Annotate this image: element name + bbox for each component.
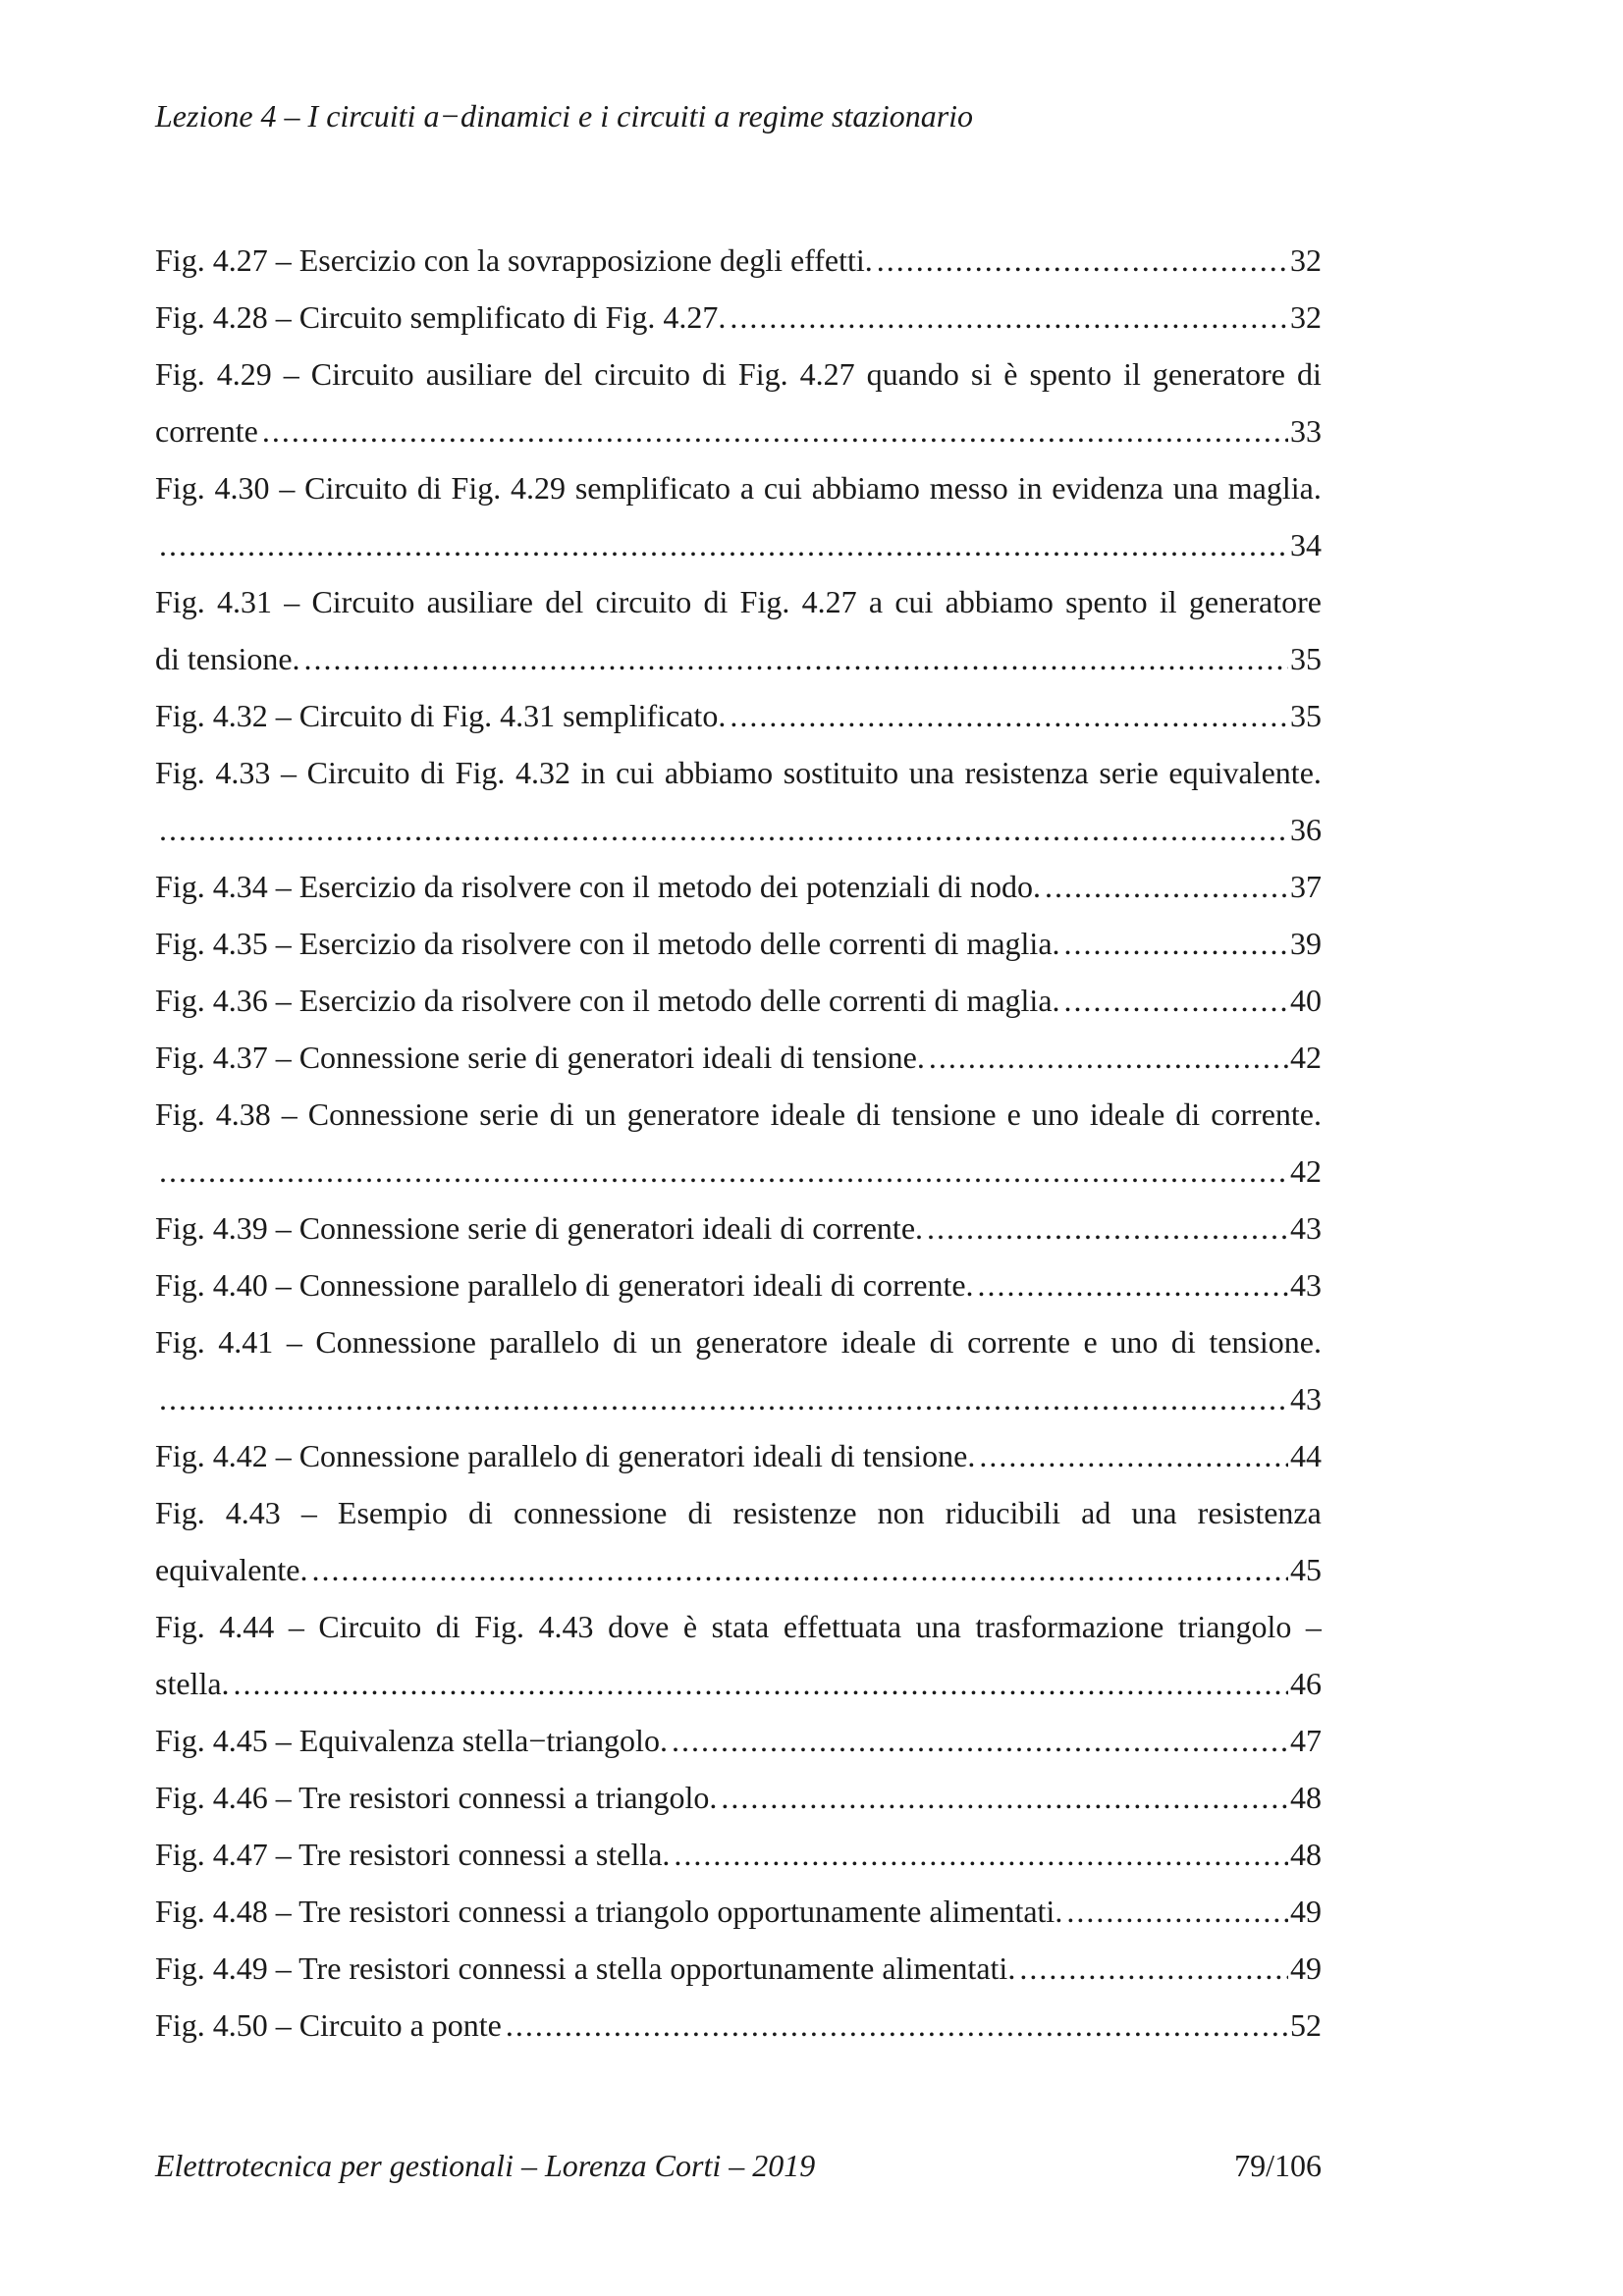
dot-leader bbox=[1045, 858, 1288, 915]
toc-entry-text: Fig. 4.33 – Circuito di Fig. 4.32 in cui abbiamo sostituito una resistenza serie equivalente. bbox=[155, 755, 1322, 790]
toc-entry-line[interactable] bbox=[155, 972, 1322, 1029]
toc-entry-line[interactable] bbox=[155, 801, 1322, 858]
toc-page-number: 47 bbox=[1290, 1723, 1322, 1758]
toc-entry-line[interactable] bbox=[155, 402, 1322, 459]
dot-leader bbox=[929, 1029, 1288, 1086]
toc-entry-line[interactable] bbox=[155, 232, 1322, 289]
toc-entry-text: Fig. 4.40 – Connessione parallelo di generatori ideali di corrente. bbox=[155, 1267, 974, 1303]
toc-page-number: 45 bbox=[1290, 1552, 1322, 1587]
toc-entry-text: Fig. 4.41 – Connessione parallelo di un generatore ideale di corrente e uno di tensione. bbox=[155, 1324, 1322, 1360]
toc-entry-text: Fig. 4.42 – Connessione parallelo di generatori ideali di tensione. bbox=[155, 1438, 976, 1473]
dot-leader bbox=[1019, 1940, 1288, 1997]
dot-leader bbox=[159, 801, 1288, 858]
toc-page-number: 35 bbox=[1290, 641, 1322, 676]
dot-leader bbox=[159, 516, 1288, 573]
toc-entry-line[interactable] bbox=[155, 516, 1322, 573]
dot-leader bbox=[159, 1143, 1288, 1200]
toc-entry-text: Fig. 4.28 – Circuito semplificato di Fig. 4.27. bbox=[155, 299, 727, 335]
dot-leader bbox=[978, 1256, 1288, 1313]
dot-leader bbox=[506, 1997, 1288, 2054]
dot-leader bbox=[672, 1712, 1288, 1769]
toc-entry-text: Fig. 4.29 – Circuito ausiliare del circuito di Fig. 4.27 quando si è spento il generatore di bbox=[155, 356, 1322, 392]
toc-entry-text: Fig. 4.36 – Esercizio da risolvere con il metodo delle correnti di maglia. bbox=[155, 983, 1060, 1018]
dot-leader bbox=[730, 687, 1288, 744]
toc-entry-line[interactable] bbox=[155, 687, 1322, 744]
toc-entry-line[interactable] bbox=[155, 1940, 1322, 1997]
toc-page-number: 43 bbox=[1290, 1381, 1322, 1416]
toc-entry-line[interactable] bbox=[155, 630, 1322, 687]
toc-entry-text: Fig. 4.34 – Esercizio da risolvere con il metodo dei potenziali di nodo. bbox=[155, 869, 1042, 904]
dot-leader bbox=[730, 289, 1288, 346]
toc-entry-line[interactable] bbox=[155, 1883, 1322, 1940]
toc-page-number: 43 bbox=[1290, 1210, 1322, 1246]
toc-entry-line[interactable] bbox=[155, 1997, 1322, 2054]
toc-entry-line[interactable] bbox=[155, 1427, 1322, 1484]
toc-entry-text: equivalente. bbox=[155, 1552, 308, 1587]
toc-entry-text: Fig. 4.37 – Connessione serie di generatori ideali di tensione. bbox=[155, 1040, 925, 1075]
toc-entry-line[interactable] bbox=[155, 1484, 1322, 1541]
toc-page-number: 32 bbox=[1290, 299, 1322, 335]
dot-leader bbox=[1064, 915, 1288, 972]
toc-entry-text: Fig. 4.45 – Equivalenza stella−triangolo. bbox=[155, 1723, 668, 1758]
dot-leader bbox=[877, 232, 1288, 289]
list-of-figures bbox=[155, 232, 1322, 2054]
toc-page-number: 37 bbox=[1290, 869, 1322, 904]
dot-leader bbox=[234, 1655, 1288, 1712]
toc-entry-text: Fig. 4.38 – Connessione serie di un generatore ideale di tensione e uno ideale di corrente. bbox=[155, 1096, 1322, 1132]
toc-page-number: 36 bbox=[1290, 812, 1322, 847]
toc-page-number: 32 bbox=[1290, 242, 1322, 278]
toc-entry-line[interactable] bbox=[155, 1826, 1322, 1883]
dot-leader bbox=[262, 402, 1288, 459]
toc-entry-text: Fig. 4.46 – Tre resistori connessi a triangolo. bbox=[155, 1780, 718, 1815]
dot-leader bbox=[927, 1200, 1288, 1256]
toc-entry-line[interactable] bbox=[155, 1655, 1322, 1712]
toc-entry-text: Fig. 4.48 – Tre resistori connessi a triangolo opportunamente alimentati. bbox=[155, 1894, 1063, 1929]
dot-leader bbox=[1066, 1883, 1288, 1940]
toc-entry-line[interactable] bbox=[155, 1313, 1322, 1370]
dot-leader bbox=[674, 1826, 1288, 1883]
toc-entry-text: Fig. 4.43 – Esempio di connessione di resistenze non riducibili ad una resistenza bbox=[155, 1495, 1322, 1530]
toc-entry-line[interactable] bbox=[155, 1598, 1322, 1655]
dot-leader bbox=[721, 1769, 1288, 1826]
toc-entry-line[interactable] bbox=[155, 573, 1322, 630]
toc-entry-text: stella. bbox=[155, 1666, 230, 1701]
toc-entry-line[interactable] bbox=[155, 346, 1322, 402]
toc-entry-text: Fig. 4.35 – Esercizio da risolvere con il metodo delle correnti di maglia. bbox=[155, 926, 1060, 961]
toc-entry-text: Fig. 4.39 – Connessione serie di generatori ideali di corrente. bbox=[155, 1210, 924, 1246]
toc-entry-line[interactable] bbox=[155, 915, 1322, 972]
toc-page-number: 49 bbox=[1290, 1950, 1322, 1986]
toc-page-number: 49 bbox=[1290, 1894, 1322, 1929]
toc-entry-line[interactable] bbox=[155, 744, 1322, 801]
dot-leader bbox=[1064, 972, 1288, 1029]
toc-entry-text: Fig. 4.32 – Circuito di Fig. 4.31 semplificato. bbox=[155, 698, 727, 733]
toc-entry-line[interactable] bbox=[155, 858, 1322, 915]
toc-page-number: 42 bbox=[1290, 1153, 1322, 1189]
toc-entry-line[interactable] bbox=[155, 1769, 1322, 1826]
toc-entry-text: Fig. 4.49 – Tre resistori connessi a stella opportunamente alimentati. bbox=[155, 1950, 1016, 1986]
toc-page-number: 43 bbox=[1290, 1267, 1322, 1303]
toc-page-number: 48 bbox=[1290, 1837, 1322, 1872]
toc-entry-line[interactable] bbox=[155, 1200, 1322, 1256]
toc-entry-line[interactable] bbox=[155, 459, 1322, 516]
toc-page-number: 52 bbox=[1290, 2007, 1322, 2043]
toc-page-number: 44 bbox=[1290, 1438, 1322, 1473]
toc-entry-text: di tensione. bbox=[155, 641, 300, 676]
toc-entry-text: Fig. 4.31 – Circuito ausiliare del circuito di Fig. 4.27 a cui abbiamo spento il generatore bbox=[155, 584, 1322, 619]
toc-page-number: 39 bbox=[1290, 926, 1322, 961]
footer-book-title: Elettrotecnica per gestionali – Lorenza Corti – 2019 bbox=[155, 2148, 816, 2183]
toc-page-number: 46 bbox=[1290, 1666, 1322, 1701]
dot-leader bbox=[159, 1370, 1288, 1427]
toc-entry-text: Fig. 4.30 – Circuito di Fig. 4.29 semplificato a cui abbiamo messo in evidenza una maglia. bbox=[155, 470, 1322, 506]
toc-entry-text: Fig. 4.50 – Circuito a ponte bbox=[155, 2007, 502, 2043]
toc-entry-text: Fig. 4.44 – Circuito di Fig. 4.43 dove è stata effettuata una trasformazione triangolo – bbox=[155, 1609, 1322, 1644]
toc-entry-text: Fig. 4.47 – Tre resistori connessi a stella. bbox=[155, 1837, 671, 1872]
toc-entry-line[interactable] bbox=[155, 289, 1322, 346]
page-footer bbox=[155, 2148, 1322, 2184]
toc-entry-text: corrente bbox=[155, 413, 258, 449]
toc-page-number: 48 bbox=[1290, 1780, 1322, 1815]
toc-entry-line[interactable] bbox=[155, 1143, 1322, 1200]
dot-leader bbox=[304, 630, 1288, 687]
running-header: Lezione 4 – I circuiti a−dinamici e i circuiti a regime stazionario bbox=[155, 98, 974, 133]
dot-leader bbox=[979, 1427, 1288, 1484]
toc-page-number: 35 bbox=[1290, 698, 1322, 733]
toc-entry-line[interactable] bbox=[155, 1256, 1322, 1313]
toc-page-number: 33 bbox=[1290, 413, 1322, 449]
toc-page-number: 34 bbox=[1290, 527, 1322, 562]
toc-entry-text: Fig. 4.27 – Esercizio con la sovrapposizione degli effetti. bbox=[155, 242, 873, 278]
toc-page-number: 42 bbox=[1290, 1040, 1322, 1075]
page-number: 79/106 bbox=[1234, 2148, 1322, 2183]
toc-page-number: 40 bbox=[1290, 983, 1322, 1018]
toc-entry-line[interactable] bbox=[155, 1370, 1322, 1427]
dot-leader bbox=[311, 1541, 1288, 1598]
toc-entry-line[interactable] bbox=[155, 1029, 1322, 1086]
toc-entry-line[interactable] bbox=[155, 1712, 1322, 1769]
toc-entry-line[interactable] bbox=[155, 1086, 1322, 1143]
toc-entry-line[interactable] bbox=[155, 1541, 1322, 1598]
